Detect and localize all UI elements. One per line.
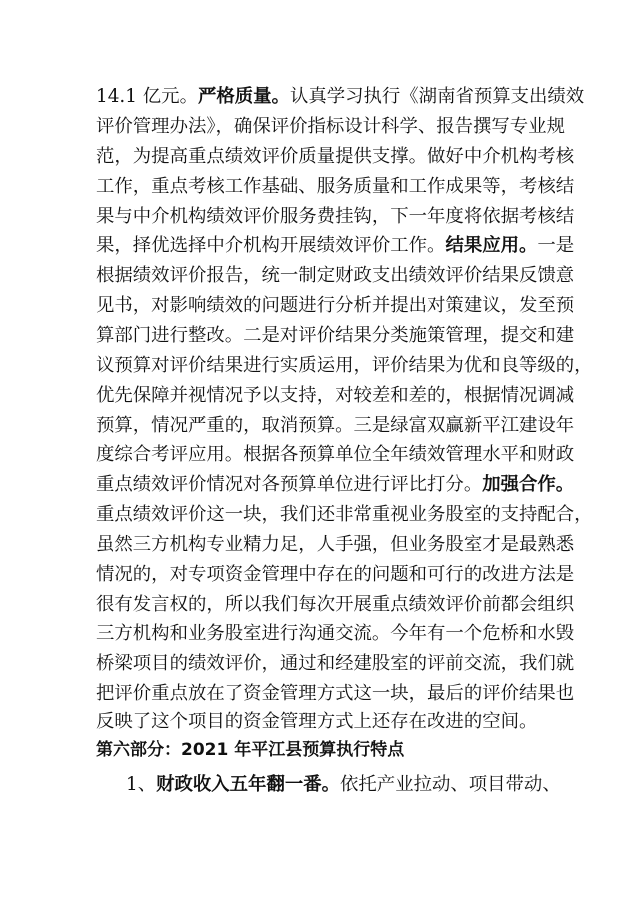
- text-line: [96, 474, 575, 495]
- text-line: 根据绩效评价报告，统一制定财政支出绩效评价结果反馈意: [96, 265, 575, 286]
- text-line: 很有发言权的，所以我们每次开展重点绩效评价前都会组织: [96, 594, 575, 615]
- text-run: 果，择优选择中介机构开展绩效评价工作。: [96, 235, 446, 256]
- text-line: 度综合考评应用。根据各预算单位全年绩效管理水平和财政: [96, 444, 575, 465]
- text-run: 一是: [537, 235, 575, 256]
- text-line: 范，为提高重点绩效评价质量提供支撑。做好中介机构考核: [96, 146, 575, 167]
- text-line: 评价管理办法》，确保评价指标设计科学、报告撰写专业规: [96, 116, 565, 137]
- text-line: 果与中介机构绩效评价服务费挂钩，下一年度将依据考核结: [96, 206, 575, 227]
- text-line: 预算，情况严重的，取消预算。三是绿富双赢新平江建设年: [96, 415, 575, 436]
- text-line: 见书，对影响绩效的问题进行分析并提出对策建议，发至预: [96, 295, 575, 316]
- text-line: 算部门进行整改。二是对评价结果分类施策管理，提交和建: [96, 325, 575, 346]
- text-line: 优先保障并视情况予以支持，对较差和差的，根据情况调减: [96, 385, 575, 406]
- bold-run-revenue-doubled: 财政收入五年翻一番。: [156, 774, 341, 795]
- text-line: 重点绩效评价这一块，我们还非常重视业务股室的支持配合，: [96, 504, 593, 525]
- text-line: 工作，重点考核工作基础、服务质量和工作成果等，考核结: [96, 176, 575, 197]
- section-heading: 第六部分：2021 年平江县预算执行特点: [96, 740, 405, 760]
- text-line: 把评价重点放在了资金管理方式这一块，最后的评价结果也: [96, 683, 575, 704]
- text-line: 反映了这个项目的资金管理方式上还存在改进的空间。: [96, 711, 538, 732]
- text-line: 虽然三方机构专业精力足，人手强，但业务股室才是最熟悉: [96, 534, 575, 555]
- text-line: [96, 235, 575, 256]
- text-line: [96, 86, 585, 107]
- bold-run-result-application: 结果应用。: [445, 235, 538, 256]
- text-run: 重点绩效评价情况对各预算单位进行评比打分。: [96, 474, 483, 495]
- item-number: 1、: [126, 774, 157, 795]
- text-run: 依托产业拉动、项目带动、: [340, 774, 561, 795]
- text-line: 议预算对评价结果进行实质运用，评价结果为优和良等级的，: [96, 355, 593, 376]
- bold-run-strict-quality: 严格质量。: [197, 86, 290, 107]
- text-line: 情况的，对专项资金管理中存在的问题和可行的改进方法是: [96, 564, 575, 585]
- text-line: 桥梁项目的绩效评价，通过和经建股室的评前交流，我们就: [96, 653, 575, 674]
- text-run: 14.1 亿元。: [96, 86, 198, 107]
- text-line: 三方机构和业务股室进行沟通交流。今年有一个危桥和水毁: [96, 623, 575, 644]
- text-run: 认真学习执行《湖南省预算支出绩效: [289, 86, 585, 107]
- bold-run-strengthen-cooperation: 加强合作。: [482, 474, 575, 495]
- list-item: [126, 774, 561, 795]
